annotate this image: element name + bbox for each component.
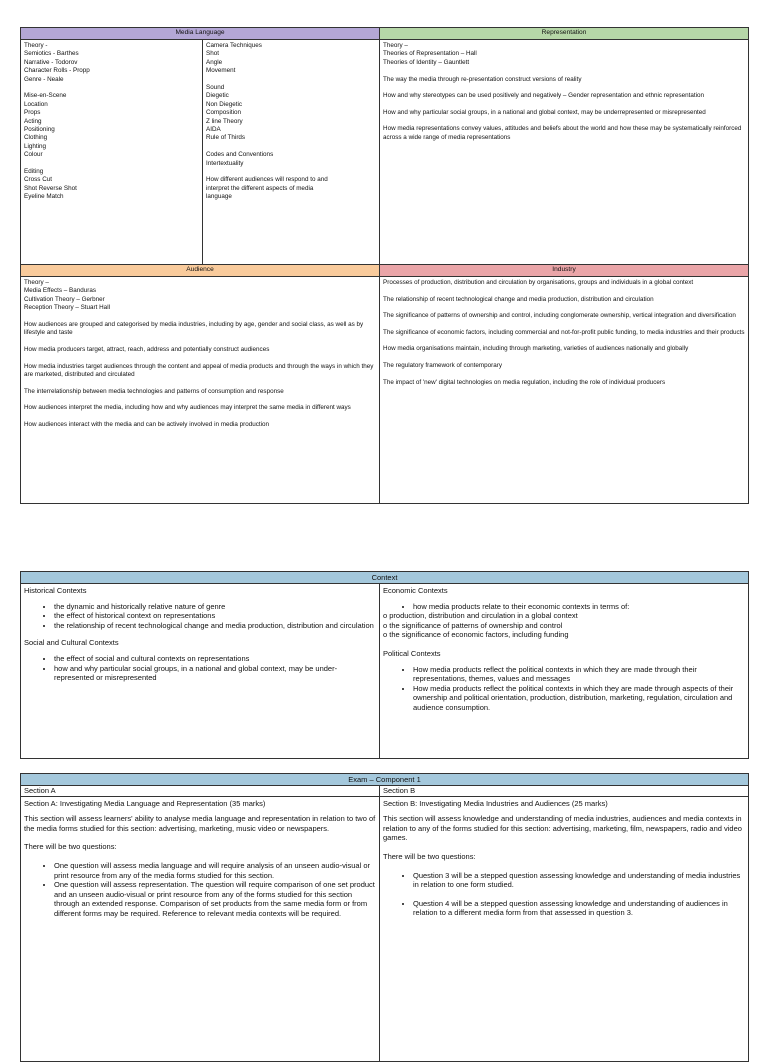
list-line: Sound bbox=[206, 84, 225, 92]
list-line: Rule of Thirds bbox=[206, 134, 246, 142]
list-line: Angle bbox=[206, 58, 223, 66]
audience-header: Audience bbox=[21, 265, 380, 277]
paragraph: How media organisations maintain, including through marketing, varieties of audiences nationally and globally bbox=[383, 345, 689, 353]
bullet-item: • the dynamic and historically relative nature of genre bbox=[54, 602, 376, 612]
paragraph: The way the media through re-presentation construct versions of reality bbox=[383, 75, 582, 83]
historical-contexts-title: Historical Contexts bbox=[24, 586, 87, 595]
section-b-content bbox=[380, 796, 749, 1061]
list-line: Colour bbox=[24, 151, 43, 159]
list-line: Acting bbox=[24, 117, 42, 125]
audience-content bbox=[21, 277, 380, 504]
bullet-item: • the effect of historical context on representations bbox=[54, 611, 376, 621]
economic-contexts-title: Economic Contexts bbox=[383, 586, 448, 595]
section-b-title: Section B: Investigating Media Industries and Audiences (25 marks) bbox=[383, 798, 608, 808]
list-line: interpret the different aspects of media bbox=[206, 184, 314, 192]
list-line: Theories of Identity – Gauntlett bbox=[383, 58, 470, 66]
list-line: How different audiences will respond to and bbox=[206, 176, 328, 184]
sub-item: o production, distribution and circulation in a global context bbox=[383, 611, 578, 621]
list-line: Mise-en-Scene bbox=[24, 92, 67, 100]
paragraph: How audiences interact with the media and can be actively involved in media production bbox=[24, 420, 270, 428]
list-line: Eyeline Match bbox=[24, 193, 64, 201]
sub-item: o the significance of economic factors, including funding bbox=[383, 630, 569, 640]
paragraph: The significance of patterns of ownership and control, including conglomerate ownership, vertical integration and diversification bbox=[383, 312, 736, 320]
section-a-label: Section A bbox=[21, 786, 380, 797]
representation-content bbox=[380, 40, 749, 265]
paragraph: How and why stereotypes can be used positively and negatively – Gender representation and ethnic representation bbox=[383, 92, 705, 100]
paragraph: How audiences interpret the media, including how and why audiences may interpret the same media in different ways bbox=[24, 404, 351, 412]
exam-table bbox=[20, 773, 749, 1062]
context-table bbox=[20, 571, 749, 759]
list-line: Shot bbox=[206, 50, 219, 58]
spacer bbox=[206, 168, 376, 176]
spacer bbox=[24, 160, 199, 168]
section-a-intro: This section will assess learners' ability to analyse media language and representation in relation to two of the media forms studied for this section: advertising, marketing, music video or newspapers. bbox=[24, 814, 376, 833]
list-line: Diegetic bbox=[206, 92, 229, 100]
paragraph: How media producers target, attract, reach, address and potentially construct audiences bbox=[24, 346, 270, 354]
list-line: Movement bbox=[206, 67, 236, 75]
list-line: language bbox=[206, 193, 232, 201]
list-line: Props bbox=[24, 109, 41, 117]
list-line: Narrative - Todorov bbox=[24, 58, 78, 66]
section-a-title: Section A: Investigating Media Language and Representation (35 marks) bbox=[24, 798, 266, 808]
list-line: Reception Theory – Stuart Hall bbox=[24, 304, 110, 312]
list-line: Shot Reverse Shot bbox=[24, 184, 77, 192]
paragraph: The regulatory framework of contemporary bbox=[383, 361, 503, 369]
spacer bbox=[206, 143, 376, 151]
paragraph: The interrelationship between media technologies and patterns of consumption and response bbox=[24, 387, 284, 395]
bullet-item: • the effect of social and cultural contexts on representations bbox=[54, 654, 376, 664]
section-a-questions-intro: There will be two questions: bbox=[24, 842, 117, 852]
sub-item: o the significance of patterns of ownership and control bbox=[383, 620, 563, 630]
list-line: Theory - bbox=[24, 42, 48, 49]
list-line: Camera Techniques bbox=[206, 42, 262, 49]
paragraph: Processes of production, distribution and circulation by organisations, groups and individuals in a global context bbox=[383, 279, 694, 286]
media-language-col1 bbox=[21, 40, 203, 265]
list-line: Media Effects – Banduras bbox=[24, 287, 96, 295]
spacer bbox=[206, 76, 376, 84]
media-language-header: Media Language bbox=[21, 28, 380, 40]
context-left bbox=[21, 584, 380, 759]
list-line: Character Rolls - Propp bbox=[24, 67, 90, 75]
industry-content bbox=[380, 277, 749, 504]
bullet-item: • One question will assess representation. The question will require comparison of one set product and an unseen audio-visual or print resource from any of the forms studied for this section through an extended response. Comparison of set products from the same media form or from different forms may be required. Reference to relevant media contexts will be required. bbox=[54, 880, 376, 918]
list-line: Clothing bbox=[24, 134, 48, 142]
list-line: Theories of Representation – Hall bbox=[383, 50, 477, 58]
key-concepts-table bbox=[20, 27, 749, 504]
list-line: AIDA bbox=[206, 126, 221, 134]
context-header: Context bbox=[21, 572, 749, 584]
paragraph: How media representations convey values, attitudes and beliefs about the world and how these may be systematically reinforced across a wide range of media representations bbox=[383, 125, 742, 141]
bullet-item: • How media products reflect the political contexts in which they are made through their representations, themes, values and messages bbox=[413, 665, 745, 684]
social-contexts-title: Social and Cultural Contexts bbox=[24, 638, 119, 648]
list-line: Editing bbox=[24, 168, 44, 176]
list-line: Semiotics - Barthes bbox=[24, 50, 79, 58]
context-right bbox=[380, 584, 749, 759]
bullet-item: • Question 3 will be a stepped question assessing knowledge and understanding of media industries in relation to one form studied. bbox=[413, 871, 745, 890]
list-line: Location bbox=[24, 100, 48, 108]
paragraph: The impact of 'new' digital technologies on media regulation, including the role of individual producers bbox=[383, 378, 666, 386]
section-b-questions-intro: There will be two questions: bbox=[383, 851, 476, 861]
representation-header: Representation bbox=[380, 28, 749, 40]
bullet-item: • How media products reflect the political contexts in which they are made through aspects of their ownership and political orientation, production, distribution, marketing, regulation, circulation and audience consumption. bbox=[413, 684, 745, 713]
media-language-col2 bbox=[203, 40, 380, 265]
bullet-item: • how and why particular social groups, in a national and global context, may be under-represented or misrepresented bbox=[54, 664, 376, 683]
list-line: Theory – bbox=[383, 42, 408, 49]
bullet-item: • One question will assess media language and will require analysis of an unseen audio-visual or print resource from any of the media forms studied for this section. bbox=[54, 861, 376, 880]
paragraph: How audiences are grouped and categorised by media industries, including by age, gender and social class, as well as by lifestyle and taste bbox=[24, 321, 364, 337]
list-line: Cross Cut bbox=[24, 176, 52, 184]
section-b-intro: This section will assess knowledge and understanding of media industries, audiences and media contexts in relation to any of the forms studied for this section: advertising, marketing, film, newspapers, radio and video games. bbox=[383, 814, 742, 843]
paragraph: How and why particular social groups, in a national and global context, may be underrepresented or misrepresented bbox=[383, 108, 706, 116]
paragraph: The significance of economic factors, including commercial and not-for-profit public funding, to media industries and their products bbox=[383, 328, 745, 336]
paragraph: How media industries target audiences through the content and appeal of media products and through the ways in which they are marketed, distributed and circulated bbox=[24, 362, 374, 379]
section-b-label: Section B bbox=[380, 786, 749, 797]
political-contexts-title: Political Contexts bbox=[383, 648, 441, 658]
exam-header: Exam – Component 1 bbox=[21, 774, 749, 786]
list-line: Non Diegetic bbox=[206, 100, 243, 108]
bullet-item: • Question 4 will be a stepped question assessing knowledge and understanding of audiences in relation to a different media form from that assessed in question 3. bbox=[413, 899, 745, 918]
list-line: Lighting bbox=[24, 142, 47, 150]
list-line: Cultivation Theory – Gerbner bbox=[24, 295, 105, 303]
bullet-item: • how media products relate to their economic contexts in terms of: bbox=[413, 602, 745, 612]
paragraph: The relationship of recent technological change and media production, distribution and circulation bbox=[383, 295, 654, 303]
bullet-item: • the relationship of recent technological change and media production, distribution and circulation bbox=[54, 621, 376, 631]
list-line: Theory – bbox=[24, 279, 49, 286]
list-line: Genre - Neale bbox=[24, 75, 64, 83]
list-line: Z line Theory bbox=[206, 117, 243, 125]
list-line: Codes and Conventions bbox=[206, 151, 274, 159]
list-line: Composition bbox=[206, 109, 241, 117]
section-a-content bbox=[21, 796, 380, 1061]
list-line: Positioning bbox=[24, 126, 55, 134]
industry-header: Industry bbox=[380, 265, 749, 277]
list-line: Intertextuality bbox=[206, 159, 244, 167]
spacer bbox=[24, 84, 199, 92]
